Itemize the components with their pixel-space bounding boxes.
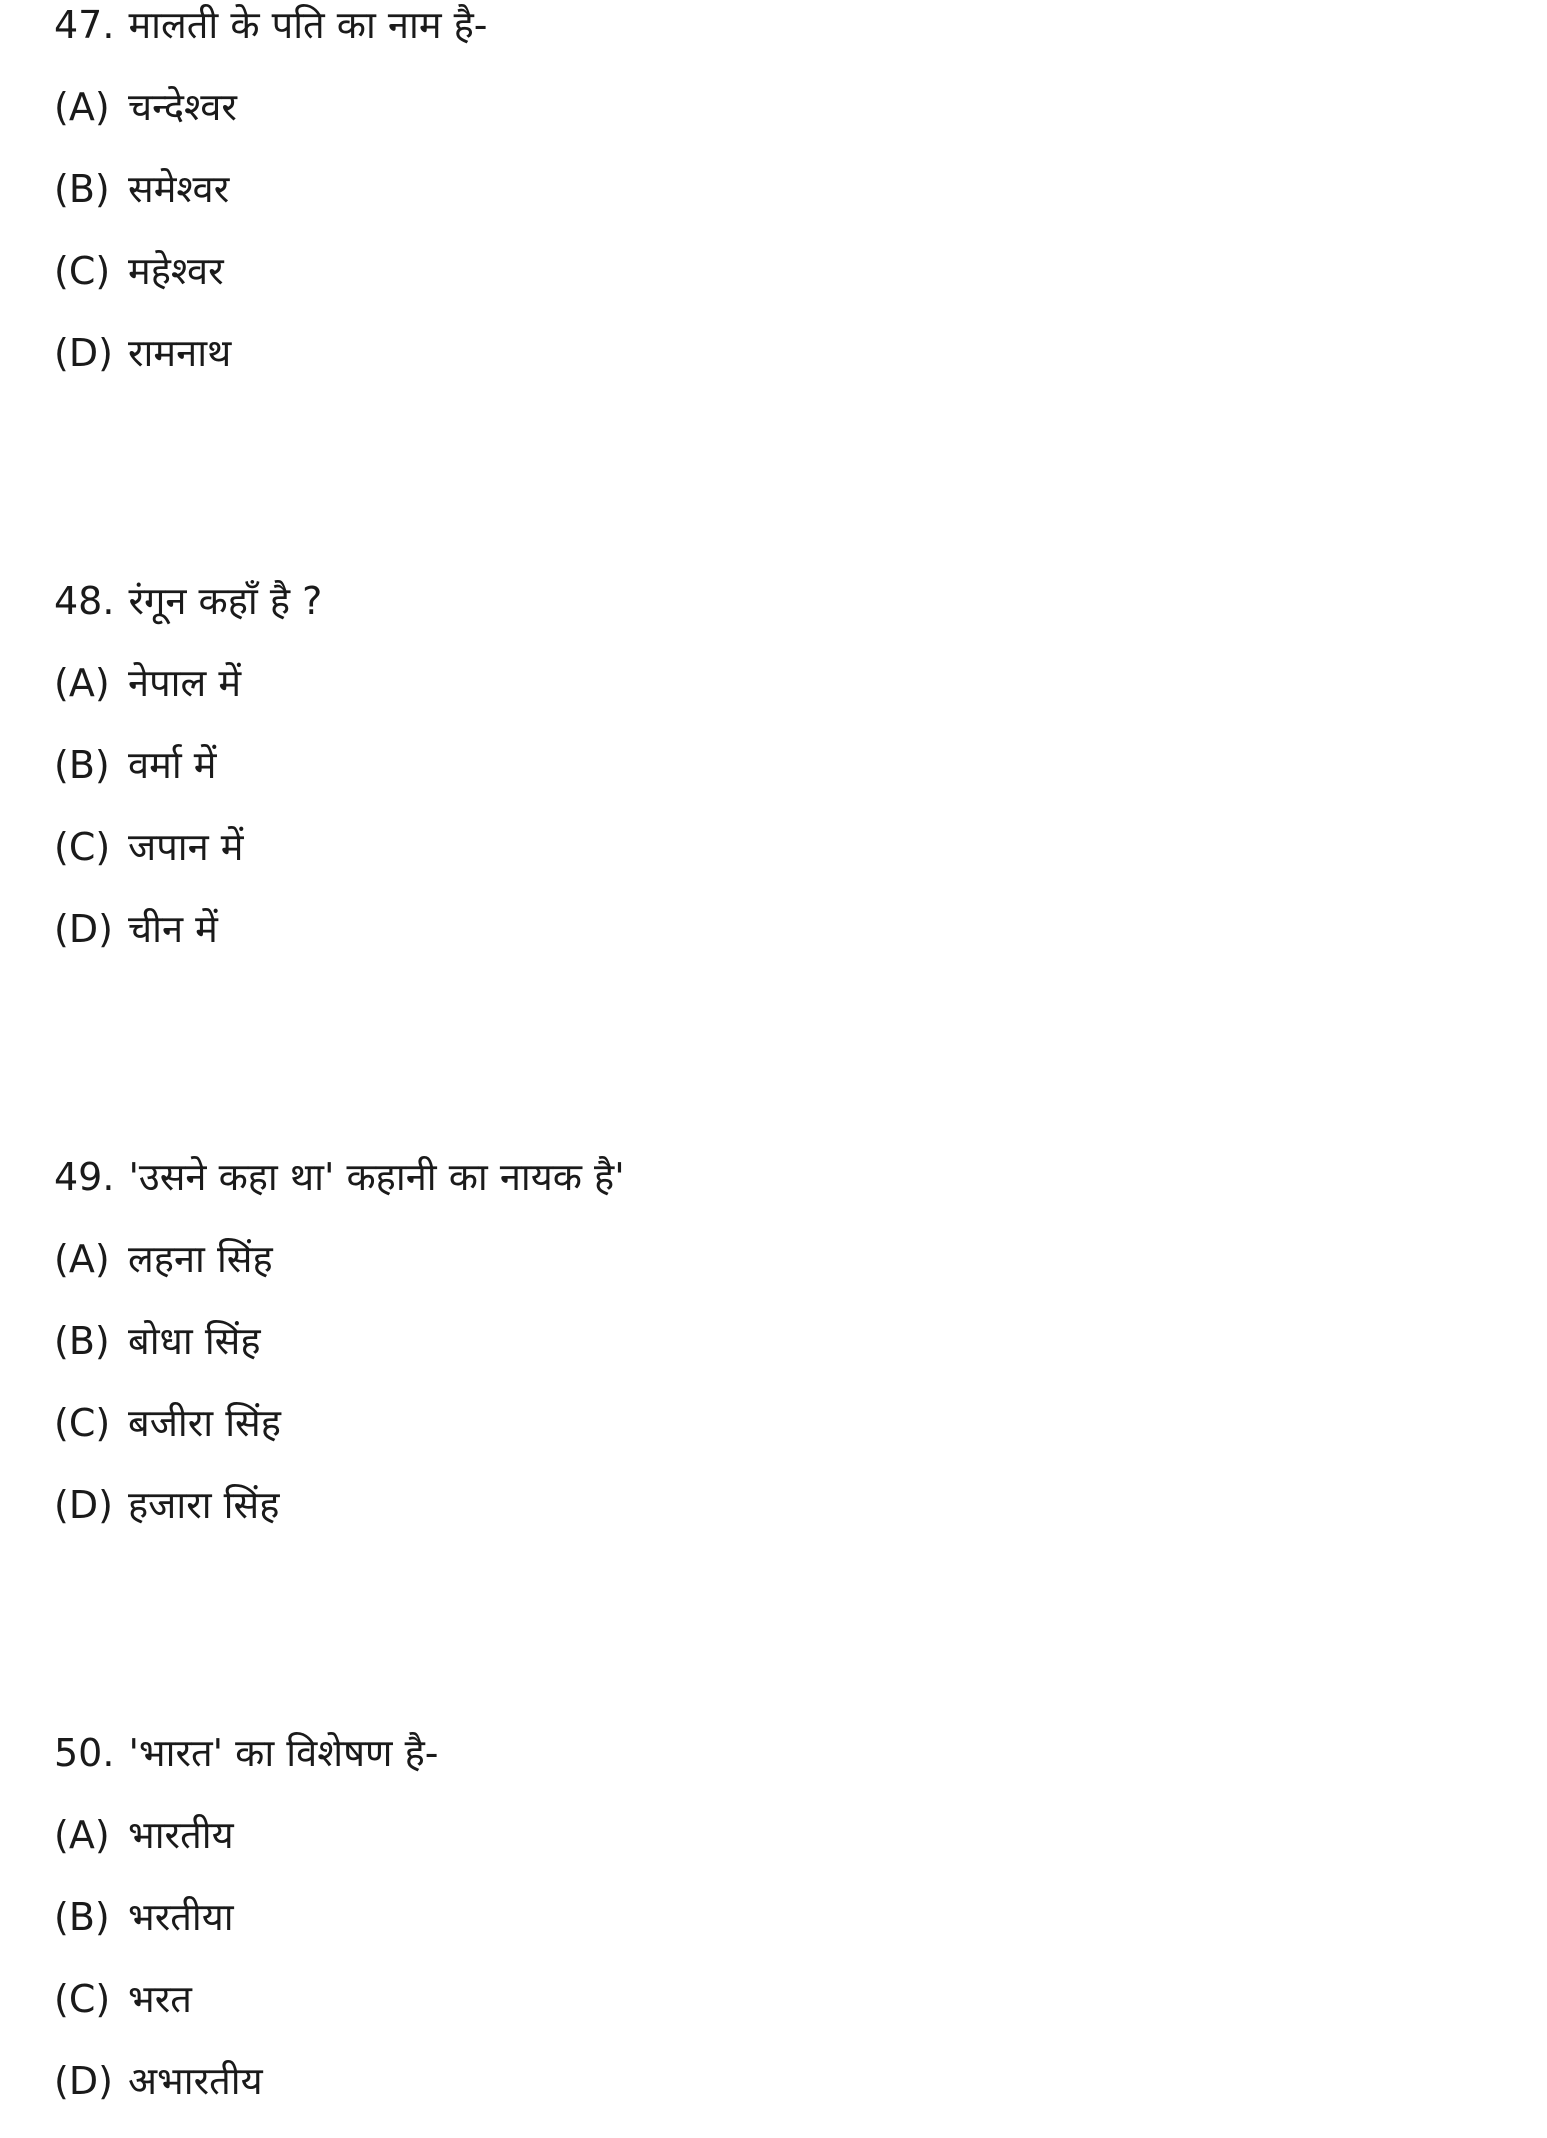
option-key: (A) [54, 85, 110, 129]
option-key: (B) [54, 1319, 110, 1363]
question-47-option-a [54, 82, 1494, 164]
option-text: बजीरा सिंह [128, 1401, 281, 1445]
question-number: 49. [54, 1155, 115, 1199]
option-text: वर्मा में [128, 743, 217, 787]
question-50-option-c [54, 1974, 1494, 2056]
option-text: अभारतीय [128, 2059, 263, 2103]
option-text: समेश्वर [128, 167, 230, 211]
option-key: (A) [54, 1813, 110, 1857]
option-key: (B) [54, 1895, 110, 1939]
option-key: (C) [54, 249, 111, 293]
option-text: हजारा सिंह [128, 1483, 280, 1527]
question-50 [54, 1728, 1494, 2138]
question-47-line [54, 0, 1494, 82]
question-47 [54, 0, 1494, 410]
option-key: (D) [54, 331, 113, 375]
option-key: (C) [54, 1401, 111, 1445]
option-text: चीन में [128, 907, 218, 951]
question-47-option-d [54, 328, 1494, 410]
question-48-option-a [54, 658, 1494, 740]
question-text: रंगून कहाँ है ? [128, 579, 323, 623]
question-number: 47. [54, 3, 115, 47]
option-text: भारतीय [128, 1813, 234, 1857]
question-49-option-b [54, 1316, 1494, 1398]
option-text: रामनाथ [128, 331, 232, 375]
question-48-line [54, 576, 1494, 658]
question-47-option-c [54, 246, 1494, 328]
question-49-option-d [54, 1480, 1494, 1562]
option-key: (A) [54, 1237, 110, 1281]
question-text: मालती के पति का नाम है- [128, 3, 488, 47]
option-key: (C) [54, 825, 111, 869]
option-key: (D) [54, 2059, 113, 2103]
spacer [54, 410, 1494, 576]
question-number: 48. [54, 579, 115, 623]
question-48-option-b [54, 740, 1494, 822]
option-key: (D) [54, 907, 113, 951]
question-48 [54, 576, 1494, 986]
option-text: चन्देश्वर [128, 85, 237, 129]
option-key: (A) [54, 661, 110, 705]
option-text: भरतीया [128, 1895, 234, 1939]
option-key: (D) [54, 1483, 113, 1527]
question-50-option-d [54, 2056, 1494, 2138]
question-text: 'भारत' का विशेषण है- [128, 1731, 439, 1775]
option-key: (B) [54, 167, 110, 211]
question-50-line [54, 1728, 1494, 1810]
question-50-option-b [54, 1892, 1494, 1974]
option-text: लहना सिंह [128, 1237, 273, 1281]
option-text: महेश्वर [128, 249, 224, 293]
question-number: 50. [54, 1731, 115, 1775]
question-49-option-a [54, 1234, 1494, 1316]
question-49-option-c [54, 1398, 1494, 1480]
option-text: नेपाल में [128, 661, 242, 705]
option-key: (C) [54, 1977, 111, 2021]
spacer [54, 1562, 1494, 1728]
option-text: भरत [128, 1977, 192, 2021]
option-key: (B) [54, 743, 110, 787]
option-text: बोधा सिंह [128, 1319, 261, 1363]
spacer [54, 986, 1494, 1152]
question-page [54, 0, 1494, 2138]
question-49 [54, 1152, 1494, 1562]
question-49-line [54, 1152, 1494, 1234]
question-text: 'उसने कहा था' कहानी का नायक है' [128, 1155, 625, 1199]
question-47-option-b [54, 164, 1494, 246]
question-48-option-c [54, 822, 1494, 904]
question-48-option-d [54, 904, 1494, 986]
question-50-option-a [54, 1810, 1494, 1892]
option-text: जपान में [128, 825, 244, 869]
